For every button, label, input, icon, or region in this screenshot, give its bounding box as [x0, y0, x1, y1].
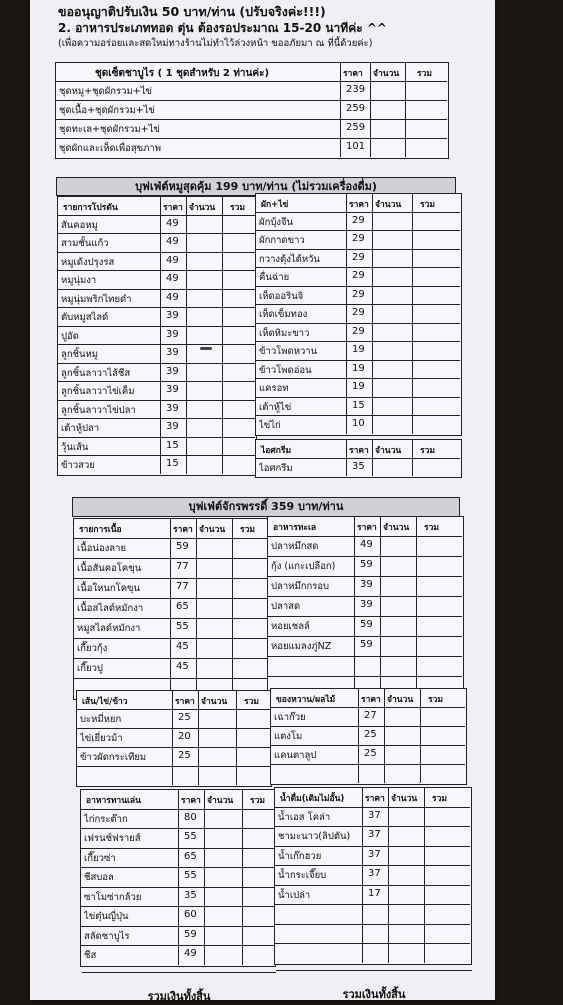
- column-rule: [346, 439, 347, 476]
- row-rule: [267, 576, 462, 577]
- menu-item-name: เนื้อสันคอโคขุน: [77, 563, 142, 574]
- menu-item-name: กุ้ง (แกะเปลือก): [271, 561, 336, 572]
- set-item-price: 101: [346, 141, 366, 152]
- menu-item-price: 39: [166, 421, 179, 432]
- qty-header: จำนวน: [375, 446, 402, 456]
- row-rule: [255, 415, 460, 416]
- row-rule: [57, 233, 255, 234]
- menu-item-price: 25: [364, 748, 377, 759]
- menu-item-name: ชีสบอล: [84, 872, 114, 883]
- column-rule: [170, 518, 171, 698]
- menu-item-price: 37: [368, 809, 381, 821]
- menu-item-name: ไข่ไก่: [259, 420, 281, 431]
- row-rule: [57, 270, 255, 271]
- menu-item-name: หมูนุ่มงา: [61, 275, 97, 286]
- row-rule: [267, 596, 462, 597]
- menu-item-price: 19: [352, 362, 365, 374]
- column-rule: [380, 516, 381, 696]
- qty-header: จำนวน: [383, 523, 410, 533]
- menu-item-price: 49: [166, 273, 179, 284]
- menu-item-name: น้ำเก๊กฮวย: [278, 850, 322, 862]
- menu-item-name: เต้าหู้ไข่: [259, 401, 292, 413]
- row-rule: [267, 676, 462, 677]
- menu-item-price: 37: [368, 829, 381, 840]
- menu-item-name: ไก่กระต๊าก: [84, 813, 128, 825]
- menu-item-name: เต้าหู้ปลา: [61, 423, 100, 434]
- row-rule: [57, 252, 255, 253]
- menu-item-price: 39: [166, 365, 179, 377]
- menu-item-price: 10: [352, 418, 365, 429]
- column-rule: [354, 516, 355, 696]
- menu-item-name: เนื้อใหนกโคขุน: [77, 583, 141, 594]
- row-rule: [255, 458, 460, 459]
- row-rule: [267, 636, 462, 637]
- pen-mark: [200, 347, 212, 350]
- row-rule: [57, 307, 255, 308]
- row-rule: [57, 437, 255, 438]
- set-menu-title: ชุดเซ็ตชาบูไร ( 1 ชุดสำหรับ 2 ท่านค่ะ): [95, 68, 270, 79]
- price-header: ราคา: [163, 203, 183, 213]
- row-rule: [76, 728, 270, 729]
- menu-item-name: ข้าวโพดหวาน: [259, 346, 318, 357]
- menu-item-name: เนื้อสไลด์หมักงา: [77, 603, 144, 614]
- set-item-price: 259: [346, 122, 366, 133]
- row-rule: [255, 249, 460, 250]
- set-item-name: ชุดเนื้อ+ชุดผักรวม+ไข่: [59, 105, 155, 116]
- column-rule: [420, 688, 421, 783]
- menu-item-price: 35: [352, 460, 365, 472]
- row-rule: [80, 848, 274, 849]
- menu-item-price: 59: [176, 541, 189, 552]
- row-rule: [274, 865, 470, 866]
- total-header: รวม: [417, 69, 432, 79]
- menu-item-price: 55: [184, 870, 197, 881]
- menu-item-name: วุ้นเส้น: [61, 441, 89, 453]
- menu-item-price: 59: [360, 619, 373, 630]
- icecream-items-header: ไอศกรีม: [261, 446, 292, 456]
- row-rule: [267, 556, 462, 557]
- price-header: ราคา: [357, 523, 377, 533]
- price-header: ราคา: [349, 200, 369, 210]
- menu-item-name: เกี๊ยวปู: [77, 663, 103, 674]
- price-header: ราคา: [365, 794, 385, 804]
- column-rule: [198, 690, 199, 785]
- menu-item-name: ลูกชิ้นลาวาไข่ปลา: [61, 404, 136, 416]
- menu-item-name: ไอศกรีม: [259, 462, 293, 474]
- menu-item-price: 65: [184, 850, 197, 862]
- menu-item-name: ข้าวผัดกระเทียม: [80, 752, 147, 763]
- grand-total-right: รวมเงินทั้งสิ้น: [276, 970, 472, 1003]
- menu-item-name: น้ำเอส โคล่า: [278, 811, 331, 823]
- price-header: ราคา: [175, 697, 195, 707]
- row-rule: [57, 455, 255, 456]
- total-header: รวม: [244, 697, 259, 707]
- row-rule: [57, 381, 255, 382]
- menu-item-price: 55: [176, 621, 189, 632]
- menu-item-price: 29: [352, 288, 365, 300]
- row-rule: [270, 764, 465, 765]
- column-rule: [372, 439, 373, 476]
- menu-item-price: 39: [166, 347, 179, 358]
- menu-item-name: หมูเด้งปรุงรส: [61, 256, 115, 268]
- menu-item-price: 29: [352, 270, 365, 281]
- menu-item-price: 15: [166, 439, 179, 451]
- menu-item-name: กวางตุ้งไต้หวัน: [259, 253, 320, 265]
- column-rule: [362, 787, 363, 963]
- menu-item-name: เกี๊ยวซ่า: [84, 852, 116, 864]
- menu-item-price: 15: [352, 399, 365, 411]
- row-rule: [274, 885, 470, 886]
- row-rule: [267, 616, 462, 617]
- menu-item-price: 39: [166, 384, 179, 395]
- menu-item-name: หมูสไลด์หมักงา: [77, 623, 141, 634]
- row-rule: [270, 726, 465, 727]
- grand-total-left: รวมเงินทั้งสิ้น: [82, 972, 276, 1005]
- row-rule: [55, 81, 447, 82]
- menu-item-price: 49: [184, 948, 197, 959]
- menu-item-name: ลูกชิ้นลาวาไส้ชีส: [61, 367, 131, 379]
- column-rule: [384, 688, 385, 783]
- drink-items-header: น้ำดื่ม(เติมไม่อั้น): [280, 794, 345, 804]
- row-rule: [255, 323, 460, 324]
- menu-item-price: 20: [178, 731, 191, 742]
- buffet-199-title: บุฟเฟ่ต์หมูสุดคุ้ม 199 บาท/ท่าน (ไม่รวมเครื่องดื่ม): [56, 177, 456, 196]
- total-header: รวม: [250, 796, 265, 806]
- set-item-price: 239: [346, 84, 366, 95]
- beef-items-header: รายการเนื้อ: [79, 525, 122, 535]
- menu-item-price: 25: [178, 750, 191, 761]
- column-rule: [412, 439, 413, 476]
- menu-item-name: เห็ดออรินจิ: [259, 290, 304, 302]
- menu-item-name: เฟรนช์ฟรายส์: [84, 833, 141, 844]
- column-rule: [358, 688, 359, 783]
- menu-item-price: 39: [166, 328, 179, 340]
- total-header: รวม: [230, 203, 245, 213]
- menu-item-name: ซาโมซ่ากล้วย: [84, 891, 142, 903]
- menu-item-name: บะหมี่หยก: [80, 714, 122, 725]
- menu-item-price: 27: [364, 710, 377, 721]
- column-rule: [232, 518, 233, 698]
- snack-items-header: อาหารทานเล่น: [86, 796, 141, 806]
- menu-item-name: ปลาสด: [271, 601, 301, 612]
- menu-item-name: ผักบุ้งจีน: [259, 216, 294, 228]
- menu-item-price: 55: [184, 831, 197, 842]
- menu-item-price: 49: [166, 291, 179, 303]
- noodle-items-header: เส้น/ไข่/ข้าว: [82, 697, 128, 707]
- menu-item-name: สลัดชาบูไร: [84, 930, 130, 942]
- menu-item-name: ชามะนาว(ลิปตัน): [278, 831, 351, 842]
- menu-item-name: ข้าวโพดอ่อน: [259, 364, 312, 376]
- total-header: รวม: [420, 446, 435, 456]
- row-rule: [80, 926, 274, 927]
- menu-item-price: 29: [352, 233, 365, 244]
- row-rule: [57, 344, 255, 345]
- column-rule: [412, 193, 413, 434]
- menu-item-price: 45: [176, 641, 189, 652]
- column-rule: [370, 62, 371, 157]
- menu-item-price: 49: [360, 539, 373, 550]
- menu-item-name: เกี๊ยวกุ้ง: [77, 643, 108, 654]
- column-rule: [160, 196, 161, 474]
- menu-item-price: 60: [184, 909, 197, 920]
- row-rule: [80, 828, 274, 829]
- price-header: ราคา: [173, 525, 193, 535]
- menu-item-price: 49: [166, 236, 179, 247]
- column-rule: [340, 62, 341, 157]
- row-rule: [270, 707, 465, 708]
- menu-item-name: แตงโม: [274, 731, 303, 742]
- row-rule: [274, 924, 470, 925]
- total-header: รวม: [432, 794, 447, 804]
- row-rule: [80, 887, 274, 888]
- row-rule: [57, 418, 255, 419]
- row-rule: [255, 341, 460, 342]
- column-rule: [186, 196, 187, 474]
- menu-item-price: 35: [184, 889, 197, 901]
- row-rule: [274, 904, 470, 905]
- menu-item-name: เห็ดหิมะขาว: [259, 327, 310, 339]
- column-rule: [172, 690, 173, 785]
- row-rule: [55, 138, 447, 139]
- price-header: ราคา: [343, 69, 363, 79]
- menu-item-name: ผักกาดขาว: [259, 235, 305, 246]
- menu-item-price: 59: [184, 928, 197, 940]
- column-rule: [416, 516, 417, 696]
- row-rule: [255, 267, 460, 268]
- row-rule: [80, 945, 274, 946]
- dessert-items-header: ของหวาน/ผลไม้: [276, 695, 336, 705]
- column-rule: [204, 789, 205, 965]
- set-item-price: 259: [346, 103, 366, 114]
- qty-header: จำนวน: [201, 697, 228, 707]
- menu-item-name: หอยเชลล์: [271, 621, 310, 632]
- menu-item-price: 59: [360, 639, 373, 650]
- buffet-359-title: บุฟเฟ่ต์จักรพรรดิ์ 359 บาท/ท่าน: [72, 497, 460, 517]
- menu-item-price: 29: [352, 325, 365, 337]
- set-item-name: ชุดหมู+ชุดผักรวม+ไข่: [59, 86, 152, 97]
- row-rule: [255, 304, 460, 305]
- seafood-items-header: อาหารทะเล: [273, 523, 317, 533]
- total-header: รวม: [424, 523, 439, 533]
- menu-item-price: 65: [176, 601, 189, 612]
- menu-item-name: ปลาหมึกกรอบ: [271, 581, 330, 592]
- total-header: รวม: [240, 525, 255, 535]
- row-rule: [274, 846, 470, 847]
- qty-header: จำนวน: [391, 794, 418, 804]
- column-rule: [196, 518, 197, 698]
- menu-item-name: เนื้อน่องลาย: [77, 543, 127, 554]
- row-rule: [255, 212, 460, 213]
- qty-header: จำนวน: [373, 69, 400, 79]
- menu-item-price: 59: [360, 559, 373, 570]
- menu-item-name: น้ำกระเจี๊ยบ: [278, 870, 327, 881]
- column-rule: [372, 193, 373, 434]
- menu-item-price: 29: [352, 214, 365, 226]
- row-rule: [255, 230, 460, 231]
- note-fine: ขออนุญาติปรับเงิน 50 บาท/ท่าน (ปรับจริงค่ะ!!!): [58, 4, 326, 19]
- row-rule: [274, 826, 470, 827]
- menu-item-name: ปลาหมึกสด: [271, 541, 319, 552]
- menu-item-name: ปูอัด: [61, 330, 79, 342]
- menu-item-name: สามชั้นแก้ว: [61, 238, 109, 249]
- row-rule: [255, 378, 460, 379]
- menu-item-name: หอยแมลงภู่NZ: [271, 641, 332, 652]
- row-rule: [55, 100, 447, 101]
- menu-item-name: ลูกชิ้นหมู: [61, 349, 99, 360]
- menu-item-name: ตับหมูสไลด์: [61, 312, 109, 323]
- menu-item-name: คื่นฉ่าย: [259, 272, 290, 283]
- menu-item-name: สันคอหมู: [61, 219, 98, 231]
- qty-header: จำนวน: [199, 525, 226, 535]
- menu-item-price: 77: [176, 561, 189, 572]
- row-rule: [57, 289, 255, 290]
- row-rule: [76, 766, 270, 767]
- menu-item-name: ข้าวสวย: [61, 460, 95, 471]
- row-rule: [274, 943, 470, 944]
- row-rule: [80, 809, 274, 810]
- menu-item-name: แครอท: [259, 383, 289, 394]
- menu-item-price: 39: [166, 310, 179, 321]
- column-rule: [388, 787, 389, 963]
- row-rule: [80, 906, 274, 907]
- menu-item-price: 45: [176, 661, 189, 672]
- menu-item-price: 49: [166, 217, 179, 229]
- row-rule: [255, 360, 460, 361]
- menu-item-price: 37: [368, 848, 381, 860]
- menu-item-price: 19: [352, 381, 365, 392]
- column-rule: [242, 789, 243, 965]
- row-rule: [255, 397, 460, 398]
- menu-item-name: ไข่เยี่ยวม้า: [80, 733, 123, 744]
- row-rule: [76, 747, 270, 748]
- menu-item-name: หมูนุ่มพริกไทยดำ: [61, 293, 132, 305]
- column-rule: [405, 62, 406, 157]
- menu-item-name: เห็ดเข็มทอง: [259, 309, 308, 320]
- column-rule: [424, 787, 425, 963]
- row-rule: [55, 119, 447, 120]
- vegetable-items-header: ผัก+ไข่: [261, 200, 289, 210]
- column-rule: [236, 690, 237, 785]
- menu-item-price: 49: [166, 254, 179, 266]
- menu-item-price: 37: [368, 868, 381, 879]
- column-rule: [178, 789, 179, 965]
- row-rule: [270, 745, 465, 746]
- row-rule: [76, 709, 270, 710]
- total-header: รวม: [420, 200, 435, 210]
- menu-item-name: แคนตาลูป: [274, 750, 317, 761]
- menu-item-name: เฉาก๊วย: [274, 712, 306, 723]
- total-header: รวม: [428, 695, 443, 705]
- row-rule: [274, 807, 470, 808]
- menu-item-price: 25: [178, 712, 191, 723]
- column-rule: [222, 196, 223, 474]
- menu-item-name: น้ำเปล่า: [278, 889, 311, 901]
- menu-item-price: 39: [360, 599, 373, 610]
- price-header: ราคา: [349, 446, 369, 456]
- set-item-name: ชุดผักและเห็ดเพื่อสุขภาพ: [59, 143, 162, 154]
- price-header: ราคา: [181, 796, 201, 806]
- row-rule: [80, 867, 274, 868]
- row-rule: [57, 400, 255, 401]
- row-rule: [267, 536, 462, 537]
- row-rule: [57, 363, 255, 364]
- row-rule: [57, 326, 255, 327]
- menu-item-name: ไข่ตุ๋นญี่ปุ่น: [84, 911, 129, 922]
- menu-item-name: ลูกชิ้นลาวาไข่เค็ม: [61, 386, 135, 397]
- menu-item-price: 80: [184, 811, 197, 823]
- set-item-name: ชุดทะเล+ชุดผักรวม+ไข่: [59, 124, 160, 135]
- note-fried-wait: 2. อาหารประเภททอด ตุ่น ต้องรอประมาณ 15-20 นาทีค่ะ ^^: [58, 21, 387, 35]
- qty-header: จำนวน: [207, 796, 234, 806]
- menu-item-price: 39: [360, 579, 373, 590]
- qty-header: จำนวน: [387, 695, 414, 705]
- row-rule: [267, 656, 462, 657]
- menu-item-price: 25: [364, 729, 377, 740]
- menu-item-price: 29: [352, 251, 365, 263]
- menu-item-name: ชีส: [84, 950, 97, 961]
- pork-items-header: รายการโปรดัน: [63, 203, 118, 213]
- note-fresh: (เพื่อความอร่อยและสดใหม่ทางร้านไม่ทำไว้ล่วงหน้า ขออภัยมา ณ ที่นี้ด้วยค่ะ): [58, 38, 373, 49]
- qty-header: จำนวน: [375, 200, 402, 210]
- column-rule: [346, 193, 347, 434]
- menu-item-price: 15: [166, 458, 179, 469]
- row-rule: [57, 215, 255, 216]
- menu-item-price: 29: [352, 307, 365, 318]
- menu-item-price: 17: [368, 887, 381, 899]
- row-rule: [255, 286, 460, 287]
- menu-item-price: 19: [352, 344, 365, 355]
- menu-item-price: 39: [166, 402, 179, 414]
- qty-header: จำนวน: [189, 203, 216, 213]
- menu-item-price: 77: [176, 581, 189, 592]
- price-header: ราคา: [361, 695, 381, 705]
